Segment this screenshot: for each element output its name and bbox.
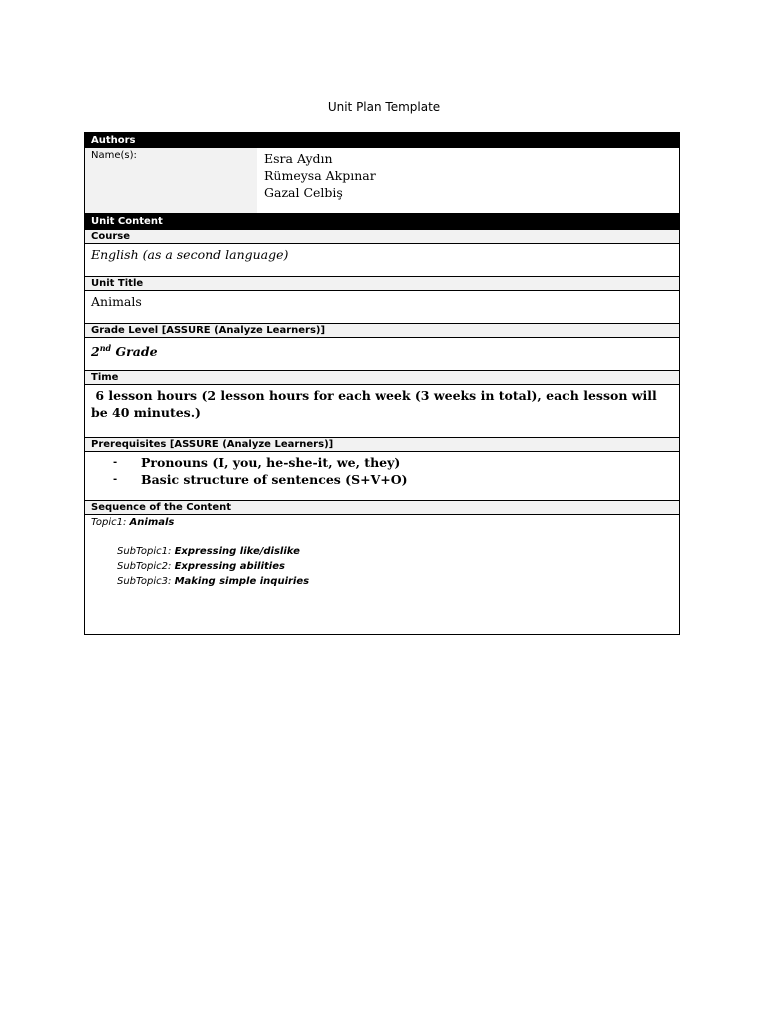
course-value-row [85, 244, 679, 276]
unit-title-value: Animals [91, 294, 142, 309]
course-value: English (as a second language) [91, 247, 289, 262]
unit-title-label: Unit Title [85, 276, 679, 291]
subtopic-line [85, 574, 679, 589]
authors-row [85, 148, 679, 214]
author-name: Esra Aydın [264, 151, 333, 166]
grade-ordinal: nd [99, 343, 112, 353]
subtopic-text: Expressing abilities [174, 561, 285, 572]
names-label: Name(s): [85, 148, 257, 213]
topic-name: Animals [129, 517, 175, 528]
prerequisites-label [85, 437, 679, 452]
grade-word: Grade [111, 344, 158, 360]
sequence-row [85, 515, 679, 634]
author-name: Rümeysa Akpınar [264, 168, 376, 183]
bullet-dash: - [113, 457, 118, 468]
authors-header: Authors [85, 133, 679, 148]
unit-content-header: Unit Content [85, 214, 679, 229]
prerequisites-row [85, 452, 679, 500]
author-name: Gazal Celbiş [264, 185, 343, 200]
time-value: 6 lesson hours (2 lesson hours for each week (3 weeks in total), each lesson will be 40 minutes.) [91, 388, 662, 420]
course-label: Course [85, 229, 679, 244]
subtopic-text: Making simple inquiries [174, 576, 310, 587]
bullet-dash: - [113, 474, 118, 485]
grade-level-label [85, 323, 679, 338]
prerequisite-text: Pronouns (I, you, he-she-it, we, they) [141, 455, 401, 470]
subtopic-prefix: SubTopic1: [117, 546, 175, 557]
time-label: Time [85, 370, 679, 385]
subtopic-line [85, 544, 679, 559]
grade-number: 2 [91, 344, 100, 360]
unit-title-row [85, 291, 679, 323]
prerequisite-text: Basic structure of sentences (S+V+O) [141, 472, 408, 487]
author-names [257, 148, 679, 213]
prerequisites-label-suffix: [ASSURE (Analyze Learners)] [169, 439, 334, 450]
list-item [85, 454, 679, 471]
subtopic-prefix: SubTopic3: [117, 576, 175, 587]
sequence-label: Sequence of the Content [85, 500, 679, 515]
grade-level-label-suffix: [ASSURE (Analyze Learners)] [161, 325, 326, 336]
topic-prefix: Topic1: [91, 517, 130, 528]
grade-level-row [85, 338, 679, 370]
prerequisites-label-text: Prerequisites [91, 439, 167, 450]
document-title: Unit Plan Template [327, 100, 441, 114]
subtopic-line [85, 559, 679, 574]
unit-plan-table [84, 132, 680, 635]
time-row [85, 385, 679, 437]
grade-level-value [85, 338, 679, 362]
subtopic-prefix: SubTopic2: [117, 561, 175, 572]
list-item [85, 471, 679, 488]
subtopic-text: Expressing like/dislike [174, 546, 300, 557]
topic-line [85, 515, 679, 530]
grade-level-label-text: Grade Level [91, 325, 159, 336]
